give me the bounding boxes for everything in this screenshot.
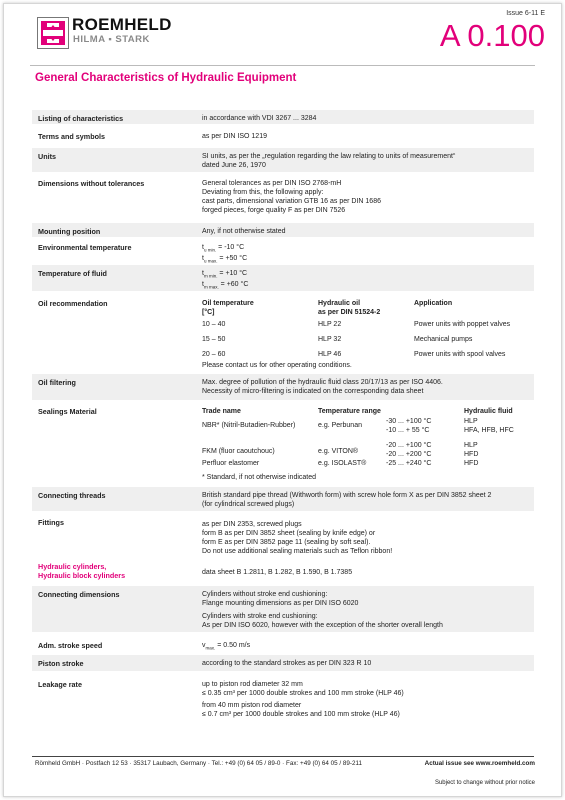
row-label: Dimensions without tolerances: [38, 179, 145, 188]
units-line: dated June 26, 1970: [202, 162, 266, 169]
row-fittings: [32, 514, 534, 558]
change-notice: Subject to change without prior notice: [434, 780, 535, 786]
dimensions-line: cast parts, dimensional variation GTB 16 as per DIN 1686: [202, 198, 381, 205]
sealings-note: * Standard, if not otherwise indicated: [202, 474, 317, 481]
fluid-temp-min: $t_{m min.} = +10$ °C: [202, 270, 248, 279]
oil-temp-cell: 15 – 50: [202, 336, 226, 343]
row-terms: [32, 128, 534, 144]
row-value: [202, 243, 247, 266]
filtering-line: Necessity of micro-filtering is indicated on the corresponding data sheet: [202, 388, 424, 395]
seal-fluid: HLP HFA, HFB, HFC: [464, 418, 514, 434]
row-connecting-threads: [32, 487, 534, 511]
sub-brand: HILMA ▪ STARK: [73, 34, 150, 45]
fittings-line: Do not use additional sealing materials such as Teflon ribbon!: [202, 548, 393, 555]
row-label: Connecting threads: [38, 491, 106, 500]
application-header: Application: [414, 300, 453, 307]
row-label: Hydraulic cylinders, Hydraulic block cylinders: [38, 562, 126, 580]
row-value: [202, 152, 455, 170]
units-line: SI units, as per the „regulation regarding the law relating to units of measurement“: [202, 153, 456, 160]
fittings-line: form E as per DIN 3852 page 11 (sealing by soft seal).: [202, 539, 371, 546]
row-value: Any, if not otherwise stated: [202, 228, 286, 235]
env-temp-max: $t_{u max.} = +50$ °C: [202, 255, 248, 264]
row-value: [202, 179, 381, 215]
row-label: Terms and symbols: [38, 132, 105, 141]
row-label: Mounting position: [38, 227, 101, 236]
leakage-line: ≤ 0.35 cm³ per 1000 double strokes and 100 mm stroke (HLP 46): [202, 690, 404, 697]
oil-application-cell: Mechanical pumps: [414, 336, 473, 343]
dimensions-line: General tolerances as per DIN ISO 2768-mH: [202, 180, 342, 187]
row-label: Temperature of fluid: [38, 269, 107, 278]
page-title: General Characteristics of Hydraulic Equipment: [35, 72, 297, 84]
row-env-temp: [32, 239, 534, 265]
row-label: Oil filtering: [38, 378, 76, 387]
row-label: Units: [38, 152, 56, 161]
temperature-range-header: Temperature range: [318, 408, 381, 415]
oil-grade-cell: HLP 22: [318, 321, 342, 328]
row-piston-stroke: [32, 655, 534, 671]
row-label: Adm. stroke speed: [38, 641, 103, 650]
oil-application-cell: Power units with poppet valves: [414, 321, 511, 328]
seal-fluid: HFD: [464, 460, 479, 467]
seal-example: e.g. VITON®: [318, 448, 359, 455]
issue-label: Issue 6-11 E: [506, 10, 545, 17]
row-sealings: [32, 403, 534, 487]
conn-dims-line: Cylinders with stroke end cushioning:: [202, 613, 318, 620]
roemheld-logo-icon: [37, 17, 69, 49]
dimensions-line: Deviating from this, the following apply:: [202, 189, 324, 196]
row-value: data sheet B 1.2811, B 1.282, B 1.590, B 1.7385: [202, 569, 353, 576]
row-label: Oil recommendation: [38, 299, 108, 308]
row-fluid-temp: [32, 265, 534, 291]
oil-temp-cell: 20 – 60: [202, 351, 226, 358]
oil-note: Please contact us for other operating conditions.: [202, 362, 352, 369]
row-value: [202, 680, 404, 719]
seal-temp-range: -30 ... +100 °C -10 ... + 55 °C: [386, 418, 432, 434]
filtering-line: Max. degree of pollution of the hydraulic fluid class 20/17/13 as per ISO 4406.: [202, 379, 443, 386]
company-address: Römheld GmbH · Postfach 12 53 · 35317 Laubach, Germany · Tel.: +49 (0) 64 05 / 89-0 · Fax: +49 (0) 64 05 / 89-211: [35, 760, 363, 767]
row-oil-filtering: [32, 374, 534, 400]
env-temp-min: $t_{u min.} = -10$ °C: [202, 244, 245, 253]
row-label: Sealings Material: [38, 407, 97, 416]
seal-trade-name: Perfluor elastomer: [202, 460, 260, 467]
seal-temp-range: -20 ... +100 °C -20 ... +200 °C: [386, 442, 432, 458]
row-value: as per DIN ISO 1219: [202, 133, 267, 140]
row-label: Listing of characteristics: [38, 114, 124, 123]
document-number: A 0.100: [439, 18, 545, 53]
actual-issue-link[interactable]: Actual issue see www.roemheld.com: [424, 760, 535, 767]
seal-example: e.g. ISOLAST®: [318, 460, 367, 467]
leakage-line: from 40 mm piston rod diameter: [202, 702, 302, 709]
hydraulic-fluid-header: Hydraulic fluid: [464, 408, 513, 415]
row-leakage-rate: [32, 676, 534, 722]
hydraulic-oil-header: Hydraulic oil as per DIN 51524-2: [318, 300, 381, 316]
fittings-line: as per DIN 2353, screwed plugs: [202, 521, 302, 528]
row-oil-recommendation: [32, 295, 534, 371]
leakage-line: ≤ 0.7 cm³ per 1000 double strokes and 100 mm stroke (HLP 46): [202, 711, 400, 718]
row-value: $v_{max.} = 0.50$ m/s: [202, 642, 251, 651]
title-divider: [30, 65, 535, 66]
trade-name-header: Trade name: [202, 408, 241, 415]
row-label: Leakage rate: [38, 680, 82, 689]
row-label: Environmental temperature: [38, 243, 132, 252]
fluid-temp-max: $t_{m max.} = +60$ °C: [202, 281, 249, 290]
row-mounting: [32, 223, 534, 237]
seal-trade-name: FKM (fluor caoutchouc): [202, 448, 275, 455]
seal-temp-range: -25 ... +240 °C: [386, 460, 432, 467]
leakage-line: up to piston rod diameter 32 mm: [202, 681, 303, 688]
oil-grade-cell: HLP 32: [318, 336, 342, 343]
conn-dims-line: As per DIN ISO 6020, however with the exception of the shorter overall length: [202, 622, 443, 629]
conn-dims-line: Flange mounting dimensions as per DIN ISO 6020: [202, 600, 359, 607]
oil-grade-cell: HLP 46: [318, 351, 342, 358]
row-value: [202, 269, 248, 292]
seal-trade-name: NBR* (Nitril-Butadien-Rubber): [202, 422, 296, 429]
row-label: Connecting dimensions: [38, 590, 120, 599]
row-value: [202, 491, 491, 509]
row-stroke-speed: [32, 637, 534, 653]
row-hydraulic-cylinders: [32, 558, 534, 584]
row-label: Fittings: [38, 518, 64, 527]
row-value: [202, 590, 443, 630]
seal-example: e.g. Perbunan: [318, 422, 362, 429]
row-label: Piston stroke: [38, 659, 84, 668]
fittings-line: form B as per DIN 3852 sheet (sealing by knife edge) or: [202, 530, 376, 537]
brand-name: ROEMHELD: [72, 15, 172, 34]
row-value: in accordance with VDI 3267 ... 3284: [202, 115, 317, 122]
threads-line: British standard pipe thread (Withworth form) with screw hole form X as per DIN 3852 sheet 2: [202, 492, 492, 499]
row-dimensions: [32, 175, 534, 219]
row-value: [202, 378, 443, 396]
threads-line: (for cylindrical screwed plugs): [202, 501, 295, 508]
row-connecting-dimensions: [32, 586, 534, 632]
row-listing: [32, 110, 534, 124]
conn-dims-line: Cylinders without stroke end cushioning:: [202, 591, 328, 598]
row-value: according to the standard strokes as per DIN 323 R 10: [202, 660, 372, 667]
oil-application-cell: Power units with spool valves: [414, 351, 506, 358]
footer-divider: [32, 756, 534, 757]
dimensions-line: forged pieces, forge quality F as per DIN 7526: [202, 207, 346, 214]
row-units: [32, 148, 534, 172]
seal-fluid: HLP HFD: [464, 442, 479, 458]
oil-temp-header: Oil temperature [°C]: [202, 300, 254, 316]
row-value: [202, 520, 392, 556]
oil-temp-cell: 10 – 40: [202, 321, 226, 328]
